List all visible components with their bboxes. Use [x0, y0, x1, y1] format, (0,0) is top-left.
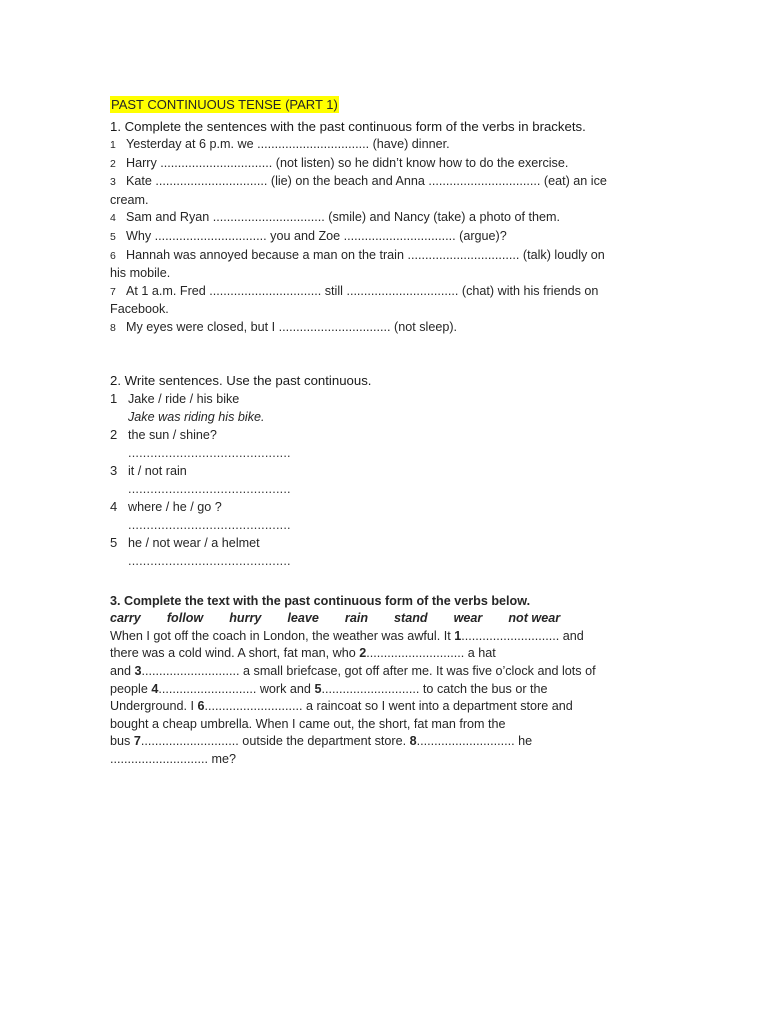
blank-number: 3	[134, 663, 142, 678]
blank-number: 6	[197, 699, 205, 714]
exercise1-line	[110, 247, 670, 266]
exercise2-item	[110, 462, 670, 480]
item-number: 7	[110, 285, 116, 298]
answer-blank[interactable]: ............................	[140, 734, 239, 749]
answer-line[interactable]: ............................................	[128, 481, 291, 496]
verb-option: wear	[453, 611, 483, 626]
answer-line[interactable]: ............................................	[128, 517, 291, 532]
exercise1-line	[110, 155, 670, 174]
text-segment: Underground. I	[110, 699, 198, 714]
text-segment: people	[110, 681, 152, 696]
text-segment: a small briefcase, got off after me. It was five o’clock and lots of	[239, 663, 596, 678]
exercise3	[110, 593, 670, 769]
text-segment: me?	[207, 751, 236, 766]
exercise3-line	[110, 733, 670, 751]
sentence-text: his mobile.	[110, 266, 171, 281]
exercise1-line	[110, 301, 670, 319]
answer-blank[interactable]: ............................	[366, 646, 465, 661]
sentence-text: Harry ................................ (not listen) so he didn’t know how to do the exercise.	[126, 155, 569, 170]
answer-blank[interactable]: ............................	[158, 681, 257, 696]
text-segment: he	[514, 734, 533, 749]
exercise1-line	[110, 228, 670, 247]
answer-blank[interactable]: ............................	[321, 681, 420, 696]
exercise2-item	[110, 498, 670, 516]
text-segment: a raincoat so I went into a department store and	[302, 699, 573, 714]
example-answer: Jake was riding his bike.	[128, 409, 265, 424]
blank-number: 8	[409, 734, 417, 749]
text-segment: When I got off the coach in London, the weather was awful. It	[110, 628, 455, 643]
sentence-text: Sam and Ryan ................................ (smile) and Nancy (take) a photo of them.	[126, 210, 560, 225]
item-number: 6	[110, 249, 116, 262]
item-number: 8	[110, 321, 116, 334]
sentence-text: Why ................................ you and Zoe ................................ (argue)?	[126, 228, 507, 243]
text-segment: bought a cheap umbrella. When I came out, the short, fat man from the	[110, 716, 506, 731]
worksheet	[110, 91, 670, 768]
exercise1-heading: 1. Complete the sentences with the past continuous form of the verbs in brackets.	[110, 119, 586, 134]
sentence-text: Hannah was annoyed because a man on the train ................................ (talk) loudly on	[126, 247, 605, 262]
prompt-text: he / not wear / a helmet	[128, 535, 260, 550]
item-number: 2	[110, 426, 118, 442]
worksheet-title: PAST CONTINUOUS TENSE (PART 1)	[111, 97, 338, 112]
prompt-text: Jake / ride / his bike	[128, 391, 240, 406]
verb-option: not wear	[508, 611, 561, 626]
prompt-text: the sun / shine?	[128, 427, 217, 442]
exercise3-line	[110, 645, 670, 663]
verb-option: rain	[344, 611, 369, 626]
item-number: 4	[110, 212, 116, 225]
text-segment: outside the department store.	[238, 734, 410, 749]
verb-bank	[110, 610, 670, 628]
answer-blank[interactable]: ............................	[141, 663, 240, 678]
verb-option: stand	[394, 611, 428, 626]
verb-option: hurry	[229, 611, 262, 626]
answer-blank[interactable]: ............................	[110, 751, 208, 766]
exercise1-line	[110, 319, 670, 338]
sentence-text: cream.	[110, 192, 149, 207]
blank-number: 1	[454, 628, 462, 643]
exercise3-line	[110, 681, 670, 699]
item-number: 2	[110, 157, 116, 170]
sentence-text: My eyes were closed, but I ................................ (not sleep).	[126, 319, 458, 334]
exercise1-line	[110, 173, 670, 192]
text-segment: work and	[256, 681, 315, 696]
item-number: 3	[110, 462, 118, 478]
exercise3-text	[110, 628, 670, 769]
item-number: 1	[110, 139, 116, 151]
prompt-text: it / not rain	[128, 463, 187, 478]
exercise3-line	[110, 663, 670, 681]
exercise3-line	[110, 751, 670, 769]
exercise1-list	[110, 136, 670, 338]
item-number: 5	[110, 534, 118, 550]
answer-blank[interactable]: ............................	[416, 734, 515, 749]
verb-option: leave	[287, 611, 319, 626]
item-number: 4	[110, 498, 118, 514]
blank-number: 4	[151, 681, 159, 696]
sentence-text: Facebook.	[110, 302, 169, 317]
exercise3-line	[110, 628, 670, 646]
exercise3-line	[110, 716, 670, 734]
text-segment: to catch the bus or the	[419, 681, 548, 696]
text-segment: a hat	[464, 646, 496, 661]
blank-number: 5	[314, 681, 322, 696]
answer-line[interactable]: ............................................	[128, 445, 291, 460]
blank-number: 2	[359, 646, 367, 661]
answer-blank[interactable]: ............................	[461, 628, 560, 643]
exercise1-line	[110, 136, 670, 155]
prompt-text: where / he / go ?	[128, 499, 222, 514]
answer-blank[interactable]: ............................	[204, 699, 303, 714]
item-number: 1	[110, 390, 118, 406]
blank-number: 7	[133, 734, 141, 749]
item-number: 3	[110, 176, 116, 189]
exercise2-list	[110, 390, 670, 570]
sentence-text: At 1 a.m. Fred ................................ still ................................ (chat) with his friends on	[126, 283, 599, 298]
exercise2-item	[110, 390, 670, 408]
exercise3-heading: 3. Complete the text with the past continuous form of the verbs below.	[110, 593, 531, 608]
sentence-text: Kate ................................ (lie) on the beach and Anna ................................ (eat) an ice	[126, 174, 607, 189]
verb-option: follow	[166, 611, 204, 626]
answer-line[interactable]: ............................................	[128, 553, 291, 568]
exercise2-heading: 2. Write sentences. Use the past continuous.	[110, 372, 372, 388]
sentence-text: Yesterday at 6 p.m. we ................................ (have) dinner.	[126, 137, 450, 151]
exercise1-line	[110, 192, 670, 210]
text-segment: and	[559, 628, 584, 643]
text-segment: bus	[110, 734, 134, 749]
text-segment: and	[110, 663, 135, 678]
verb-option: carry	[110, 611, 141, 626]
exercise2-item	[110, 426, 670, 444]
exercise3-line	[110, 698, 670, 716]
exercise1-line	[110, 265, 670, 283]
text-segment: there was a cold wind. A short, fat man, who	[110, 646, 360, 661]
exercise2-item	[110, 534, 670, 552]
exercise1-line	[110, 209, 670, 228]
exercise1-line	[110, 283, 670, 302]
item-number: 5	[110, 230, 116, 243]
